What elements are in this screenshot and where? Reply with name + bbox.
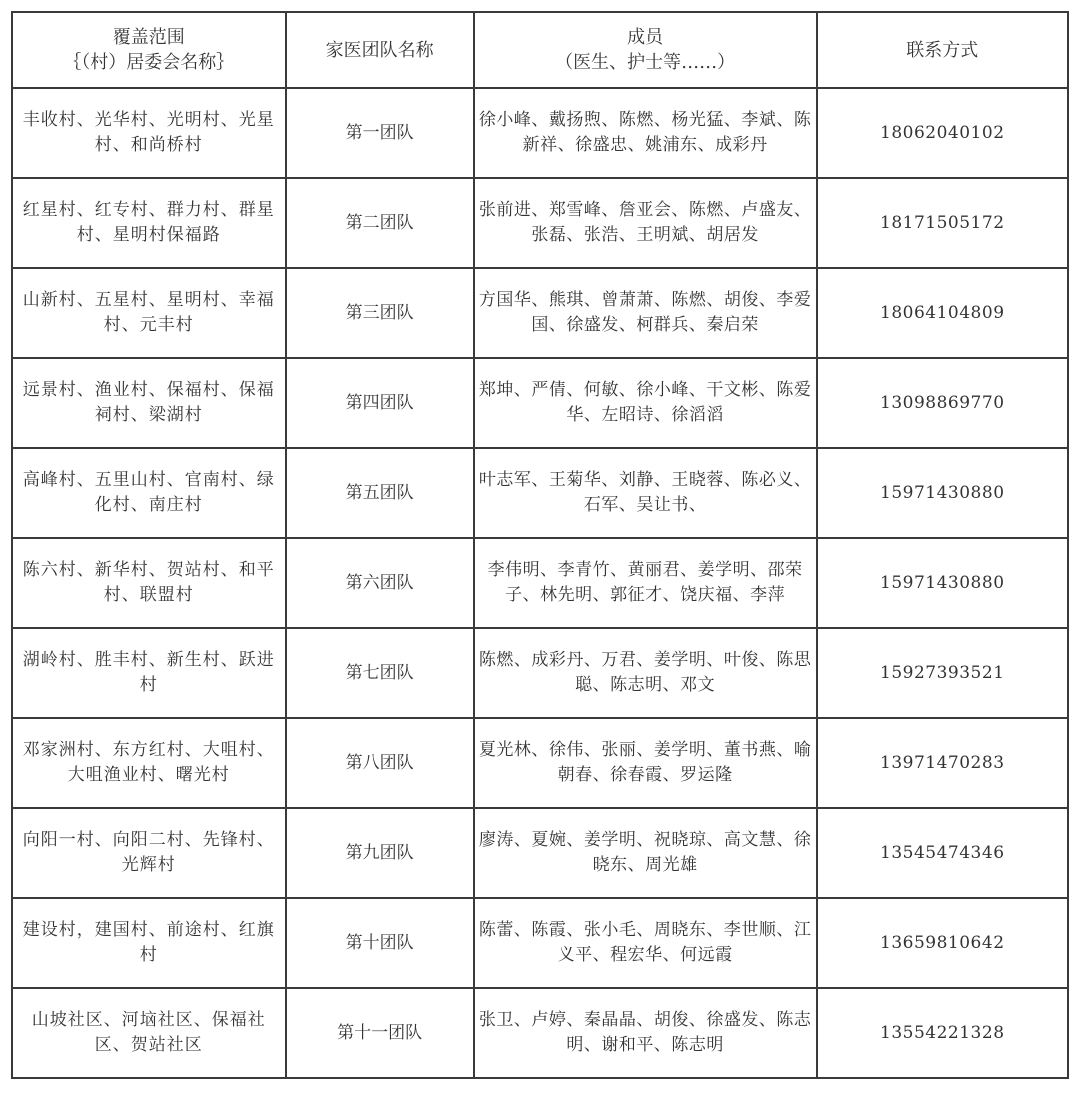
members-cell: 陈燃、成彩丹、万君、姜学明、叶俊、陈思聪、陈志明、邓文 xyxy=(474,628,817,718)
header-row xyxy=(12,12,1068,88)
members-cell: 廖涛、夏婉、姜学明、祝晓琼、高文慧、徐晓东、周光雄 xyxy=(474,808,817,898)
coverage-cell: 远景村、渔业村、保福村、保福祠村、梁湖村 xyxy=(12,358,286,448)
members-cell: 张前进、郑雪峰、詹亚会、陈燃、卢盛友、张磊、张浩、王明斌、胡居发 xyxy=(474,178,817,268)
team-name-cell: 第四团队 xyxy=(286,358,474,448)
phone-cell: 13098869770 xyxy=(817,358,1068,448)
coverage-cell: 丰收村、光华村、光明村、光星村、和尚桥村 xyxy=(12,88,286,178)
members-cell: 陈蕾、陈霞、张小毛、周晓东、李世顺、江义平、程宏华、何远霞 xyxy=(474,898,817,988)
coverage-cell: 陈六村、新华村、贺站村、和平村、联盟村 xyxy=(12,538,286,628)
phone-cell: 18064104809 xyxy=(817,268,1068,358)
team-name-cell: 第八团队 xyxy=(286,718,474,808)
phone-cell: 18171505172 xyxy=(817,178,1068,268)
table-row xyxy=(12,718,1068,808)
team-name-cell: 第三团队 xyxy=(286,268,474,358)
phone-cell: 13971470283 xyxy=(817,718,1068,808)
phone-cell: 13554221328 xyxy=(817,988,1068,1078)
table-row xyxy=(12,898,1068,988)
table-row xyxy=(12,358,1068,448)
coverage-cell: 山新村、五星村、星明村、幸福村、元丰村 xyxy=(12,268,286,358)
members-cell: 徐小峰、戴扬煦、陈燃、杨光猛、李斌、陈新祥、徐盛忠、姚浦东、成彩丹 xyxy=(474,88,817,178)
team-name-cell: 第二团队 xyxy=(286,178,474,268)
table-row xyxy=(12,628,1068,718)
table-row xyxy=(12,808,1068,898)
header-members-subtitle: （医生、护士等……） xyxy=(555,52,736,73)
header-coverage-title: 覆盖范围 xyxy=(112,27,185,48)
team-name-cell: 第十团队 xyxy=(286,898,474,988)
coverage-cell: 湖岭村、胜丰村、新生村、跃进村 xyxy=(12,628,286,718)
table-row xyxy=(12,88,1068,178)
table-row xyxy=(12,178,1068,268)
members-cell: 叶志军、王菊华、刘静、王晓蓉、陈必义、石军、吴让书、 xyxy=(474,448,817,538)
phone-cell: 18062040102 xyxy=(817,88,1068,178)
header-members xyxy=(474,12,817,88)
coverage-cell: 邓家洲村、东方红村、大咀村、大咀渔业村、曙光村 xyxy=(12,718,286,808)
members-cell: 方国华、熊琪、曾萧萧、陈燃、胡俊、李爱国、徐盛发、柯群兵、秦启荣 xyxy=(474,268,817,358)
header-members-title: 成员 xyxy=(627,27,664,48)
members-cell: 李伟明、李青竹、黄丽君、姜学明、邵荣子、林先明、郭征才、饶庆福、李萍 xyxy=(474,538,817,628)
team-name-cell: 第七团队 xyxy=(286,628,474,718)
table-row xyxy=(12,268,1068,358)
phone-cell: 13659810642 xyxy=(817,898,1068,988)
coverage-cell: 高峰村、五里山村、官南村、绿化村、南庄村 xyxy=(12,448,286,538)
coverage-cell: 建设村，建国村、前途村、红旗村 xyxy=(12,898,286,988)
phone-cell: 13545474346 xyxy=(817,808,1068,898)
coverage-cell: 红星村、红专村、群力村、群星村、星明村保福路 xyxy=(12,178,286,268)
team-name-cell: 第十一团队 xyxy=(286,988,474,1078)
members-cell: 张卫、卢婷、秦晶晶、胡俊、徐盛发、陈志明、谢和平、陈志明 xyxy=(474,988,817,1078)
phone-cell: 15971430880 xyxy=(817,538,1068,628)
table-row xyxy=(12,448,1068,538)
header-coverage xyxy=(12,12,286,88)
team-name-cell: 第一团队 xyxy=(286,88,474,178)
coverage-cell: 向阳一村、向阳二村、先锋村、光辉村 xyxy=(12,808,286,898)
header-contact: 联系方式 xyxy=(817,12,1068,88)
table-row xyxy=(12,538,1068,628)
phone-cell: 15927393521 xyxy=(817,628,1068,718)
coverage-cell: 山坡社区、河垴社区、保福社区、贺站社区 xyxy=(12,988,286,1078)
header-coverage-subtitle: ｛（村）居委会名称｝ xyxy=(63,52,235,73)
team-name-cell: 第九团队 xyxy=(286,808,474,898)
header-team-name: 家医团队名称 xyxy=(286,12,474,88)
phone-cell: 15971430880 xyxy=(817,448,1068,538)
team-name-cell: 第六团队 xyxy=(286,538,474,628)
team-name-cell: 第五团队 xyxy=(286,448,474,538)
members-cell: 夏光林、徐伟、张丽、姜学明、董书燕、喻朝春、徐春霞、罗运隆 xyxy=(474,718,817,808)
members-cell: 郑坤、严倩、何敏、徐小峰、干文彬、陈爱华、左昭诗、徐滔滔 xyxy=(474,358,817,448)
table-row xyxy=(12,988,1068,1078)
family-doctor-team-table xyxy=(11,11,1069,1079)
